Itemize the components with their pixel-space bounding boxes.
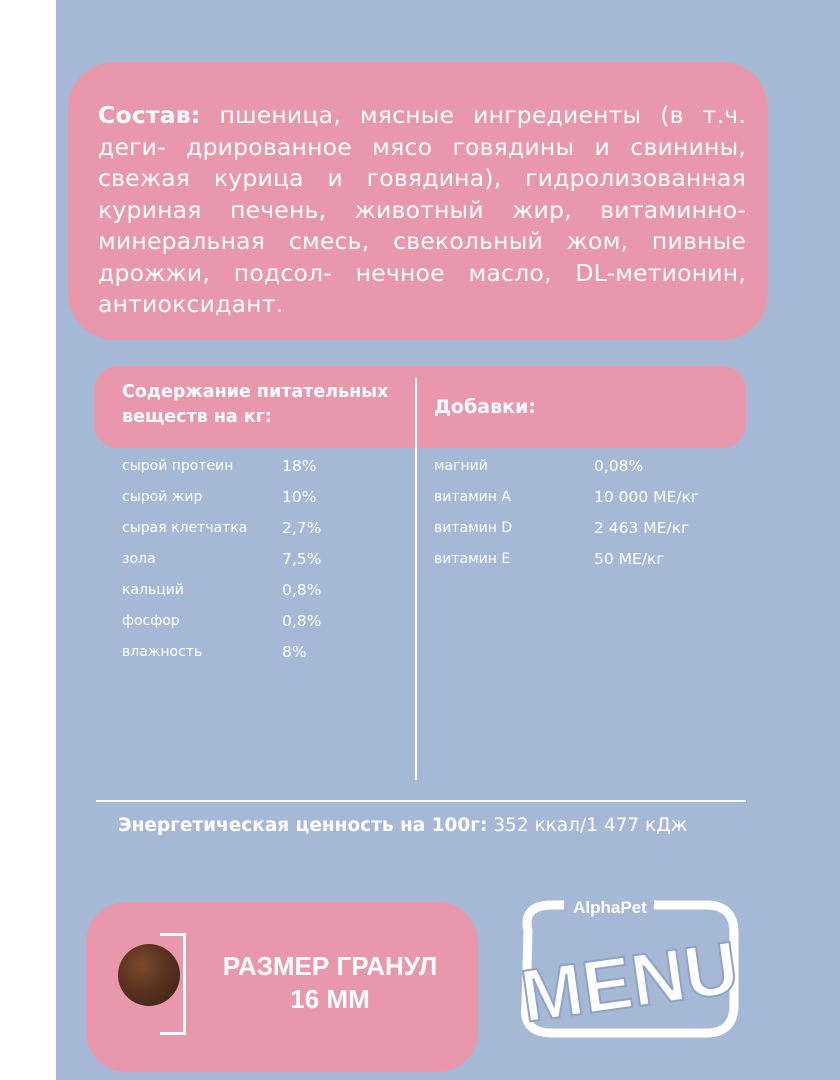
energy-divider (96, 800, 746, 802)
nutrient-value: 8% (282, 643, 307, 661)
nutrient-value: 18% (282, 457, 317, 475)
logo-brand: AlphaPet (573, 898, 647, 917)
additives-list (434, 458, 734, 578)
additive-value: 50 МЕ/кг (594, 550, 665, 568)
nutrient-label: сырой протеин (122, 458, 234, 474)
energy-value: 352 ккал/1 477 кДж (493, 815, 688, 836)
nutrient-value: 10% (282, 488, 317, 506)
energy-value-line (118, 815, 687, 836)
additives-header: Добавки: (434, 396, 536, 418)
nutrient-label: влажность (122, 644, 203, 660)
granule-size-value: 16 ММ (290, 984, 370, 1014)
composition-label: Состав: (98, 101, 201, 129)
additive-value: 0,08% (594, 457, 644, 475)
granule-size-text (200, 950, 460, 1016)
composition-body: пшеница, мясные ингредиенты (в т.ч. деги- дрированное мясо говядины и свинины, свежая курица и говядина), гидролизованная куриная печень, животный жир, витаминно-минеральная смесь, свекольный жом, пивные дрожжи, подсол- нечное масло, DL-метионин, антиоксидант. (98, 101, 746, 318)
energy-label: Энергетическая ценность на 100г: (118, 815, 488, 836)
column-divider (415, 378, 417, 780)
nutrient-label: кальций (122, 582, 184, 598)
additive-label: витамин D (434, 520, 513, 536)
additive-value: 10 000 МЕ/кг (594, 488, 700, 506)
nutrient-value: 0,8% (282, 581, 322, 599)
nutrient-label: сырой жир (122, 489, 203, 505)
composition-text (98, 100, 746, 321)
additive-label: витамин Е (434, 551, 511, 567)
nutrient-value: 0,8% (282, 612, 322, 630)
additive-label: витамин А (434, 489, 511, 505)
additive-label: магний (434, 458, 488, 474)
nutrients-header: Содержание питательных веществ на кг: (122, 382, 389, 427)
nutrients-list (122, 458, 402, 668)
size-bracket (160, 933, 186, 1035)
nutrient-label: фосфор (122, 613, 180, 629)
nutrient-label: сырая клетчатка (122, 520, 248, 536)
granule-size-title: РАЗМЕР ГРАНУЛ (222, 951, 438, 981)
alphapet-menu-logo (506, 895, 746, 1045)
nutrient-label: зола (122, 551, 156, 567)
logo-word: MENU (515, 925, 744, 1038)
additive-value: 2 463 МЕ/кг (594, 519, 690, 537)
nutrient-value: 2,7% (282, 519, 322, 537)
nutrient-value: 7,5% (282, 550, 322, 568)
